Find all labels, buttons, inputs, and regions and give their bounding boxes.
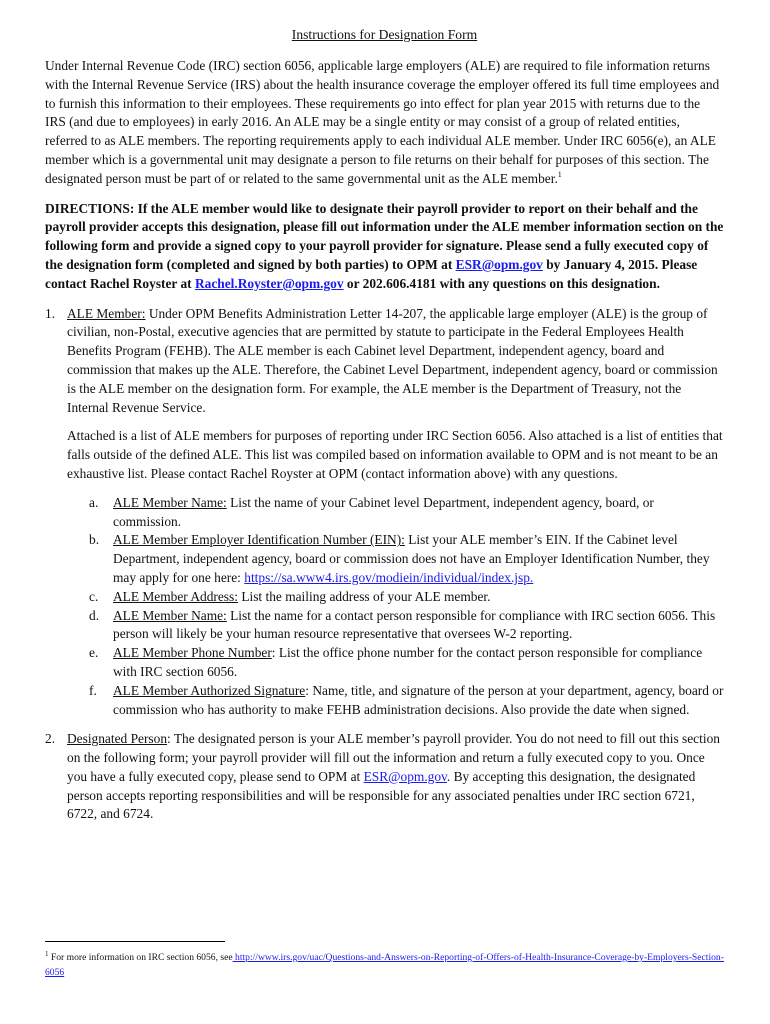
- section-text-1: : The designated person is your ALE member’s payroll provider. You do not need to fill out this section on the following form; your payroll provider will fill out the information and return a fully executed copy to you. Once you have a fully executed copy, please send to OPM at: [67, 731, 720, 784]
- list-item: [89, 644, 724, 682]
- item-letter: b.: [89, 532, 100, 548]
- esr-email-link-2[interactable]: ESR@opm.gov: [363, 768, 447, 784]
- footnote-reference[interactable]: 1: [557, 169, 562, 179]
- directions-paragraph: [45, 200, 724, 294]
- section-designated-person: [45, 730, 724, 824]
- page-title: Instructions for Designation Form: [291, 27, 478, 42]
- esr-email-link[interactable]: ESR@opm.gov: [455, 256, 543, 272]
- list-item: [89, 607, 724, 645]
- attached-paragraph: Attached is a list of ALE members for purposes of reporting under IRC Section 6056. Also attached is a list of entities that falls outside of the defined ALE. This list was compiled based on information available to OPM and is not meant to be an exhaustive list. Please contact Rachel Royster at OPM (contact information above) with any questions.: [67, 428, 723, 481]
- intro-paragraph: [45, 57, 724, 189]
- directions-text-2: by January 4, 2015. Please contact Rachel Royster at: [45, 256, 698, 291]
- item-text: List your ALE member’s EIN. If the Cabinet level Department, independent agency, board or commission does not have an Employer Identification Number, they may apply for one here:: [113, 532, 710, 585]
- item-label: ALE Member Authorized Signature: [113, 682, 306, 698]
- footnote-text: For more information on IRC section 6056, see: [48, 952, 233, 963]
- ale-member-fields-list: [67, 494, 724, 720]
- item-label: ALE Member Name:: [113, 607, 227, 623]
- footnote-divider: [45, 941, 225, 942]
- royster-email-link[interactable]: Rachel.Royster@opm.gov: [194, 275, 344, 291]
- section-heading: ALE Member:: [67, 305, 146, 321]
- list-item: [89, 531, 724, 587]
- section-ale-member: [45, 305, 724, 720]
- section-text-2: . By accepting this designation, the designated person accepts reporting responsibilities and will be responsible for any associated penalties under IRC section 6721, 6722, and 6724.: [67, 768, 696, 822]
- irs-faq-link[interactable]: http://www.irs.gov/uac/Questions-and-Answers-on-Reporting-of-Offers-of-Health-Insurance-Coverage-by-Employers-Section-6056: [45, 952, 724, 978]
- directions-text-3: or 202.606.4181 with any questions on this designation.: [343, 275, 660, 291]
- item-label: ALE Member Address:: [113, 588, 238, 604]
- item-label: ALE Member Employer Identification Number (EIN):: [113, 532, 405, 548]
- list-item: [89, 682, 724, 720]
- item-text: : Name, title, and signature of the person at your department, agency, board or commission who has authority to make FEHB administration decisions. Also provide the date when signed.: [113, 682, 724, 717]
- item-letter: d.: [89, 607, 100, 623]
- section-number: 2.: [45, 731, 56, 747]
- item-text: List the name of your Cabinet level Department, independent agency, board, or commission.: [113, 494, 654, 529]
- section-number: 1.: [45, 305, 56, 321]
- intro-text: Under Internal Revenue Code (IRC) section 6056, applicable large employers (ALE) are required to file information returns with the Internal Revenue Service (IRS) about the health insurance coverage the employer offered its full time employees and to furnish this information to their employees. These requirements go into effect for plan year 2015 with returns due to the IRS (and due to employees) in early 2016. An ALE may be a single entity or may consist of a group of related entities, referred to as ALE members. The reporting requirements apply to each individual ALE member. Under IRC 6056(e), an ALE member which is a governmental unit may designate a person to file returns on their behalf for purposes of this section. The designated person must be part of or related to the same governmental unit as the ALE member.: [45, 58, 720, 186]
- item-letter: e.: [89, 645, 99, 661]
- list-item: [89, 494, 724, 532]
- section-text: Under OPM Benefits Administration Letter 14-207, the applicable large employer (ALE) is the group of civilian, non-Postal, executive agencies that are permitted by statute to participate in the Federal Employees Health Benefits Program (FEHB). The ALE member is each Cabinet level Department, independent agency, board and commission that makes up the ALE. Therefore, the Cabinet Level Department, independent agency, board or commission is the ALE member on the designation form. For example, the ALE member is the Department of Treasury, not the Internal Revenue Service.: [67, 305, 718, 415]
- irs-ein-link[interactable]: https://sa.www4.irs.gov/modiein/individual/index.jsp.: [244, 569, 534, 585]
- section-heading: Designated Person: [67, 731, 168, 747]
- section-ale-member-paragraph: [67, 305, 724, 418]
- footnote: [45, 950, 725, 980]
- item-text: List the name for a contact person responsible for compliance with IRC section 6056. This person will likely be your human resource representative that oversees W-2 reporting.: [113, 607, 716, 642]
- item-letter: c.: [89, 588, 99, 604]
- footnote-number: 1: [45, 950, 49, 958]
- item-label: ALE Member Name:: [113, 494, 227, 510]
- section-designated-person-paragraph: [67, 730, 724, 824]
- item-letter: a.: [89, 494, 99, 510]
- item-letter: f.: [89, 682, 97, 698]
- item-text: List the mailing address of your ALE member.: [237, 588, 491, 604]
- directions-text-1: DIRECTIONS: If the ALE member would like to designate their payroll provider to report on their behalf and the payroll provider accepts this designation, please fill out information under the ALE member information section on the following form and provide a signed copy to your payroll provider for signature. Please send a fully executed copy of the designation form (completed and signed by both parties) to OPM at: [45, 200, 724, 272]
- list-item: [89, 588, 724, 607]
- item-label: ALE Member Phone Number: [113, 645, 272, 661]
- item-text: : List the office phone number for the contact person responsible for compliance with IRC section 6056.: [113, 645, 703, 679]
